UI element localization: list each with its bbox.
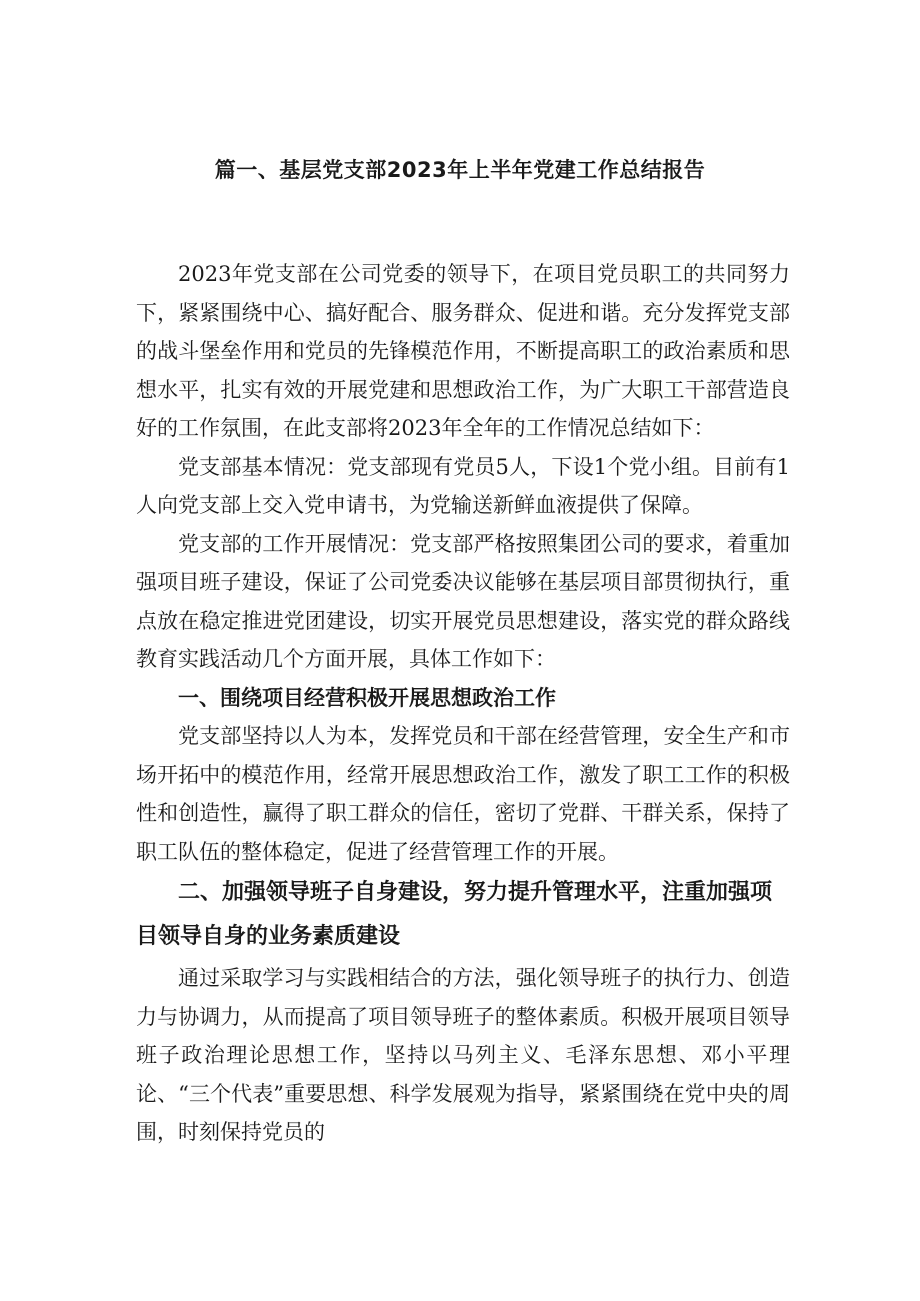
work-status-paragraph: 党支部的工作开展情况：党支部严格按照集团公司的要求，着重加强项目班子建设，保证了公司党委决议能够在基层项目部贯彻执行，重点放在稳定推进党团建设，切实开展党员思想建设，落实党的群众路线教育实践活动几个方面开展，具体工作如下： bbox=[136, 531, 790, 671]
section-2-paragraph: 通过采取学习与实践相结合的方法，强化领导班子的执行力、创造力与协调力，从而提高了项目领导班子的整体素质。积极开展项目领导班子政治理论思想工作，坚持以马列主义、毛泽东思想、邓小平理论、“三个代表”重要思想、科学发展观为指导，紧紧围绕在党中央的周围，时刻保持党员的 bbox=[136, 966, 790, 1144]
section-1-paragraph: 党支部坚持以人为本，发挥党员和干部在经营管理，安全生产和市场开拓中的模范作用，经常开展思想政治工作，激发了职工工作的积极性和创造性，赢得了职工群众的信任，密切了党群、干群关系，保持了职工队伍的整体稳定，促进了经营管理工作的开展。 bbox=[136, 724, 790, 864]
document-body bbox=[136, 255, 790, 1152]
basic-info-paragraph: 党支部基本情况：党支部现有党员5人，下设1个党小组。目前有1人向党支部上交入党申请书，为党输送新鲜血液提供了保障。 bbox=[136, 454, 790, 517]
section-2-heading: 二、加强领导班子自身建设，努力提升管理水平，注重加强项目领导自身的业务素质建设 bbox=[136, 880, 773, 949]
document-title: 篇一、基层党支部2023年上半年党建工作总结报告 bbox=[214, 158, 706, 182]
intro-paragraph: 2023年党支部在公司党委的领导下，在项目党员职工的共同努力下，紧紧围绕中心、搞好配合、服务群众、促进和谐。充分发挥党支部的战斗堡垒作用和党员的先锋模范作用，不断提高职工的政治素质和思想水平，扎实有效的开展党建和思想政治工作，为广大职工干部营造良好的工作氛围，在此支部将2023年全年的工作情况总结如下： bbox=[136, 262, 790, 440]
section-1-heading: 一、围绕项目经营积极开展思想政治工作 bbox=[178, 685, 556, 710]
